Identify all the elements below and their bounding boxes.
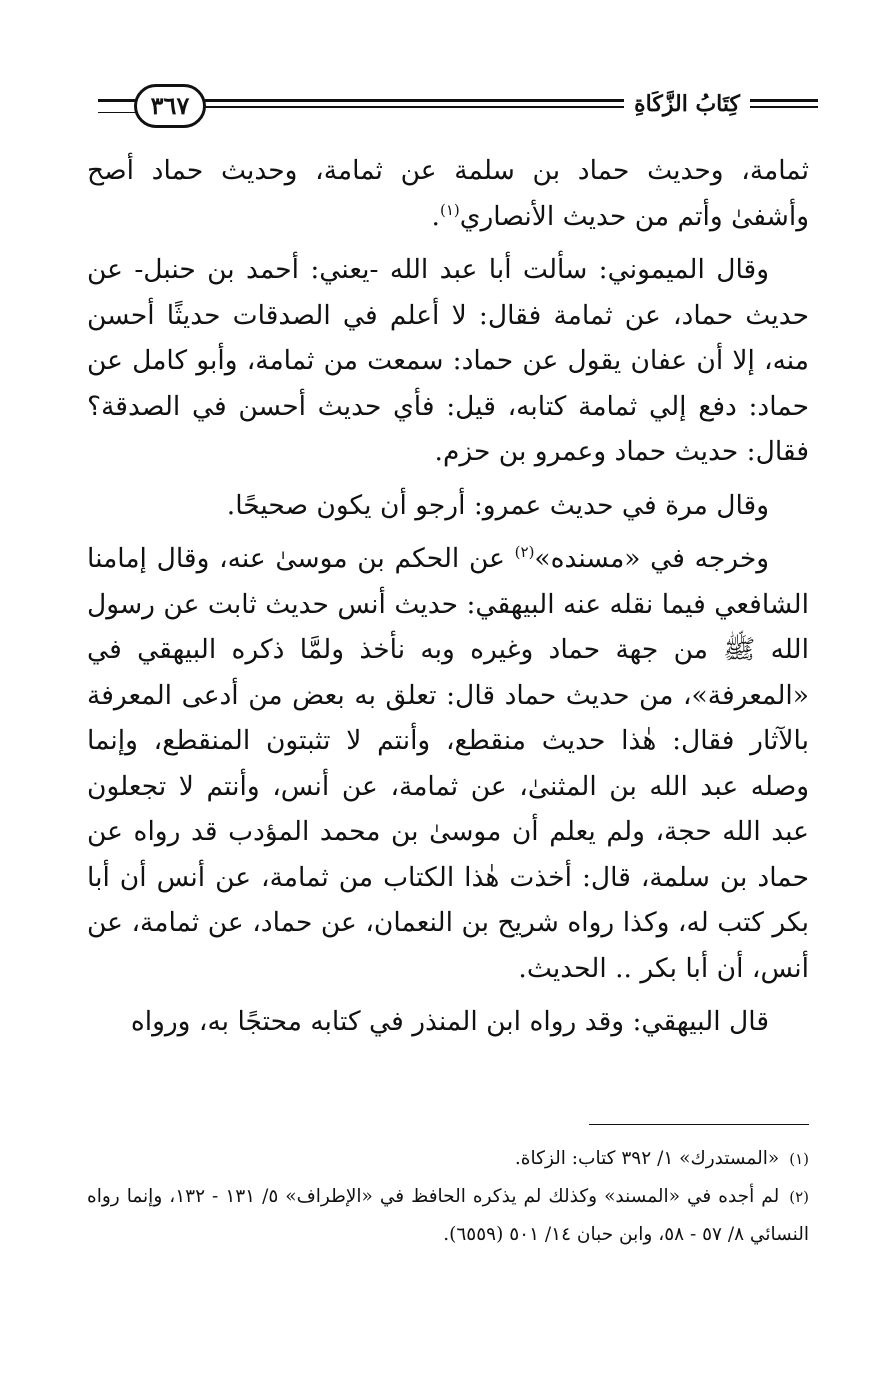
book-title: كِتَابُ الزَّكَاةِ [624, 84, 750, 124]
header-rule [98, 99, 138, 102]
footnotes [87, 1140, 809, 1254]
paragraph: قال البيهقي: وقد رواه ابن المنذر في كتابه محتجًا به، ورواه [130, 1006, 769, 1037]
footnote-mark: (٢) [789, 1188, 809, 1206]
page-number: ٣٦٧ [134, 84, 206, 128]
footnote-mark: (١) [789, 1150, 809, 1168]
footnote-separator [589, 1124, 809, 1125]
footnote: (٢)لم أجده في «المسند» وكذلك لم يذكره الحافظ في «الإطراف» ٥/ ١٣١ - ١٣٢، وإنما رواه النسائي ٨/ ٥٧ - ٥٨، وابن حبان ١٤/ ٥٠١ (٦٥٥٩). [87, 1178, 809, 1254]
running-header [98, 84, 818, 128]
paragraph: وقال مرة في حديث عمرو: أرجو أن يكون صحيحًا. [226, 489, 769, 521]
paragraph: ثمامة، وحديث حماد بن سلمة عن ثمامة، وحديث حماد أصح وأشفىٰ وأتم من حديث الأنصاري$^{(١)}$. [87, 155, 809, 232]
main-text [87, 148, 809, 1053]
paragraph: وقال الميموني: سألت أبا عبد الله -يعني: أحمد بن حنبل- عن حديث حماد، عن ثمامة فقال: لا أعلم في الصدقات حديثًا أحسن منه، إلا أن عفان يقول عن حماد: سمعت من ثمامة، وأبو كامل عن حماد: دفع إلي ثمامة كتابه، قيل: فأي حديث أحسن في الصدقة؟ فقال: حديث حماد وعمرو بن حزم. [87, 254, 809, 467]
footnote-reference[interactable]: (١) [439, 200, 460, 219]
paragraph: وخرجه في «مسنده»$^{(٢)}$ عن الحكم بن موسىٰ عنه، وقال إمامنا الشافعي فيما نقله عنه البيهقي: حديث أنس حديث ثابت عن رسول الله ﷺ من جهة حماد وغيره وبه نأخذ ولمَّا ذكره البيهقي في «المعرفة»، من حديث حماد قال: تعلق به بعض من أدعى المعرفة بالآثار فقال: هٰذا حديث منقطع، وأنتم لا تثبتون المنقطع، وإنما وصله عبد الله بن المثنىٰ، عن ثمامة، عن أنس، وأنتم لا تجعلون عبد الله حجة، ولم يعلم أن موسىٰ بن محمد المؤدب قد رواه عن حماد بن سلمة، قال: أخذت هٰذا الكتاب من ثمامة، عن أنس أن أبا بكر كتب له، وكذا رواه شريح بن النعمان، عن حماد، عن ثمامة، عن أنس، أن أبا بكر .. الحديث. [87, 543, 809, 984]
footnote-reference[interactable]: (٢) [514, 543, 535, 562]
header-rule [98, 112, 138, 113]
footnote: (١)«المستدرك» ١/ ٣٩٢ كتاب: الزكاة. [87, 1140, 809, 1178]
